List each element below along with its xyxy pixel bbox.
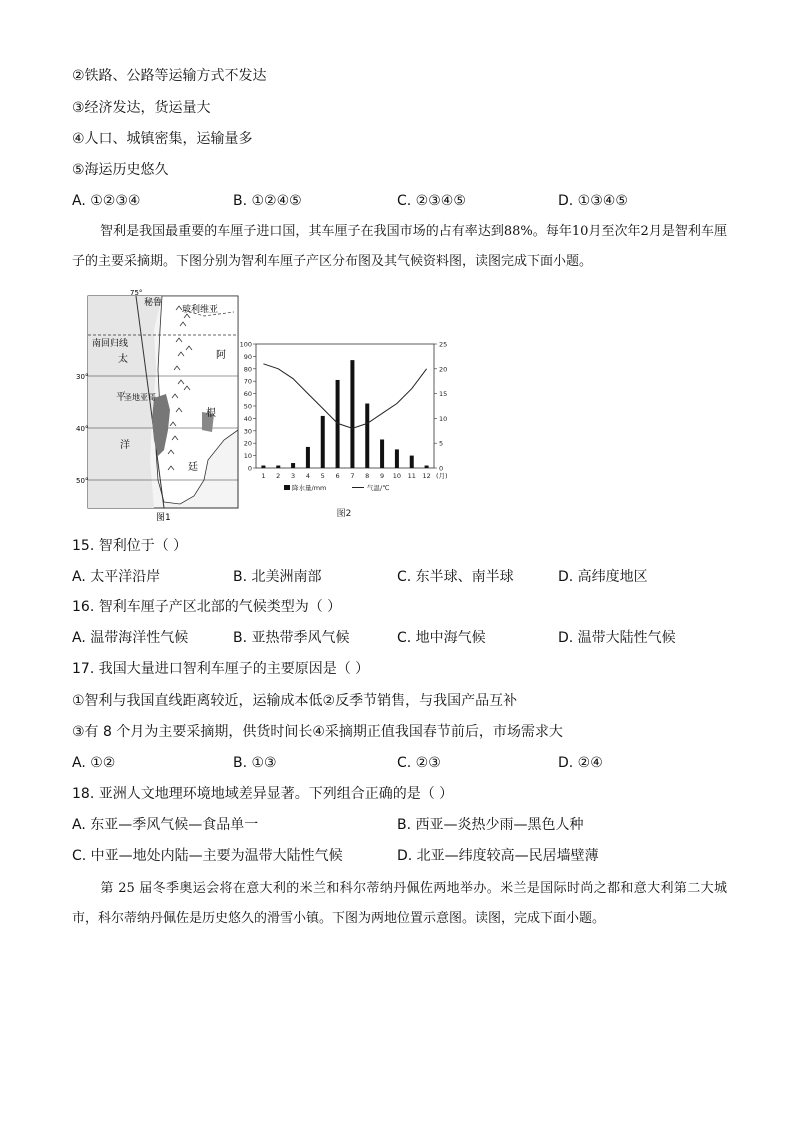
month-tick-label: 12: [422, 472, 431, 480]
q18-stem: 18. 亚洲人文地理环境地域差异显著。下列组合正确的是（ ）: [72, 786, 454, 802]
left-tick-label: 0: [247, 464, 252, 473]
passage-olympics-text: 第 25 届冬季奥运会将在意大利的米兰和科尔蒂纳丹佩佐两地举办。米兰是国际时尚之都和意大利第二大城市，科尔蒂纳丹佩佐是历史悠久的滑雪小镇。下图为两地位置示意图。读图，完成下面小题。: [72, 881, 727, 926]
q17-statement-1: ①智利与我国直线距离较近，运输成本低②反季节销售，与我国产品互补: [72, 693, 518, 709]
left-tick-label: 30: [243, 427, 252, 436]
precip-bar: [306, 447, 310, 468]
q18-option-d: D. 北亚—纬度较高—民居墙壁薄: [397, 848, 599, 864]
precip-bar: [291, 463, 295, 468]
climate-chart-svg: [240, 336, 450, 520]
precip-bar: [261, 466, 265, 468]
month-tick-label: 1: [261, 472, 266, 480]
label-yang: 洋: [120, 440, 130, 451]
month-tick-label: 6: [335, 472, 340, 480]
passage-chile-cherries: [72, 217, 727, 277]
month-tick-label: 4: [305, 472, 310, 480]
left-tick-label: 50: [243, 402, 252, 411]
q16-option-c: C. 地中海气候: [397, 630, 486, 646]
label-a: 阿: [216, 350, 226, 361]
q16-option-a: A. 温带海洋性气候: [72, 630, 189, 646]
left-tick-label: 60: [243, 390, 252, 399]
label-ting: 廷: [188, 462, 198, 473]
label-peru: 秘鲁: [144, 298, 163, 308]
statement-4: ④人口、城镇密集，运输量多: [72, 131, 253, 147]
precip-bar: [410, 456, 414, 468]
precip-bar: [365, 404, 369, 468]
q14-option-a: A. ①②③④: [72, 193, 141, 209]
precip-bar: [276, 466, 280, 468]
label-santiago: 圣地亚哥: [124, 393, 156, 402]
label-ping: 平: [116, 392, 126, 403]
q15-option-d: D. 高纬度地区: [558, 569, 648, 585]
month-tick-label: 8: [365, 472, 370, 480]
left-tick-label: 90: [243, 352, 252, 361]
q16-option-d: D. 温带大陆性气候: [558, 630, 676, 646]
right-tick-label: 15: [439, 390, 448, 399]
left-tick-label: 40: [243, 414, 252, 423]
left-tick-label: 80: [243, 365, 252, 374]
q17-statement-2: ③有 8 个月为主要采摘期，供货时间长④采摘期正值我国春节前后，市场需求大: [72, 724, 563, 740]
lat-label-30: 30°: [76, 373, 89, 381]
q17-option-c: C. ②③: [397, 755, 441, 771]
passage-chile-text: 智利是我国最重要的车厘子进口国，其车厘子在我国市场的占有率达到88%。每年10月至次年2月是智利车厘子的主要采摘期。下图分别为智利车厘子产区分布图及其气候资料图，读图完成下面小题。: [72, 224, 727, 269]
q15-option-a: A. 太平洋沿岸: [72, 569, 161, 585]
month-tick-label: 5: [320, 472, 325, 480]
month-unit-label: (月): [436, 472, 448, 480]
q15-option-b: B. 北美洲南部: [233, 569, 322, 585]
legend-bar-swatch: [284, 485, 290, 490]
left-tick-label: 20: [243, 439, 252, 448]
month-tick-label: 10: [392, 472, 402, 480]
statement-2: ②铁路、公路等运输方式不发达: [72, 68, 267, 84]
legend-precip-label: 降水量/mm: [292, 484, 327, 492]
month-tick-label: 9: [380, 472, 385, 480]
q15-option-c: C. 东半球、南半球: [397, 569, 514, 585]
q17-option-b: B. ①③: [233, 755, 277, 771]
precip-bar: [380, 439, 384, 468]
q17-option-a: A. ①②: [72, 755, 116, 771]
month-tick-label: 7: [350, 472, 355, 480]
left-tick-label: 10: [243, 452, 252, 461]
q18-option-c: C. 中亚—地处内陆—主要为温带大陆性气候: [72, 848, 343, 864]
month-tick-label: 2: [276, 472, 281, 480]
q18-option-b: B. 西亚—炎热少雨—黑色人种: [397, 817, 584, 833]
right-tick-label: 20: [439, 365, 448, 374]
q18-option-a: A. 东亚—季风气候—食品单一: [72, 817, 259, 833]
passage-winter-olympics: [72, 874, 727, 934]
month-tick-label: 3: [291, 472, 296, 480]
q16-stem: 16. 智利车厘子产区北部的气候类型为（ ）: [72, 599, 342, 615]
label-bolivia: 玻利维亚: [182, 305, 219, 315]
left-tick-label: 70: [243, 377, 252, 386]
label-gen: 根: [206, 408, 216, 419]
temperature-line: [263, 364, 426, 429]
chart-plot-frame: [256, 344, 434, 468]
lat-label-40: 40°: [76, 425, 89, 433]
statement-3: ③经济发达，货运量大: [72, 100, 211, 116]
precip-bar: [350, 360, 354, 468]
statement-5: ⑤海运历史悠久: [72, 162, 169, 178]
q17-option-d: D. ②④: [558, 755, 603, 771]
right-tick-label: 10: [439, 414, 448, 423]
legend-temp-label: 气温/℃: [367, 484, 390, 492]
figure-2-climate-chart: [240, 336, 450, 520]
q14-option-b: B. ①②④⑤: [233, 193, 302, 209]
q17-stem: 17. 我国大量进口智利车厘子的主要原因是（ ）: [72, 661, 370, 677]
right-tick-label: 5: [439, 439, 444, 448]
left-tick-label: 100: [239, 340, 252, 349]
right-tick-label: 0: [439, 464, 444, 473]
figure-1-map: [76, 289, 244, 523]
q15-stem: 15. 智利位于（ ）: [72, 538, 188, 554]
q14-option-c: C. ②③④⑤: [397, 193, 466, 209]
lon-label: 75°: [130, 289, 143, 297]
precip-bar: [321, 416, 325, 468]
label-tai: 太: [118, 354, 128, 365]
label-tropic: 南回归线: [92, 339, 129, 349]
map-caption: 图1: [156, 513, 171, 523]
precip-bar: [395, 449, 399, 468]
q14-option-d: D. ①③④⑤: [558, 193, 628, 209]
chart-caption: 图2: [336, 509, 352, 519]
right-tick-label: 25: [439, 340, 448, 349]
q16-option-b: B. 亚热带季风气候: [233, 630, 350, 646]
precip-bar: [425, 466, 429, 468]
month-tick-label: 11: [407, 472, 416, 480]
lat-label-50: 50°: [76, 477, 89, 485]
